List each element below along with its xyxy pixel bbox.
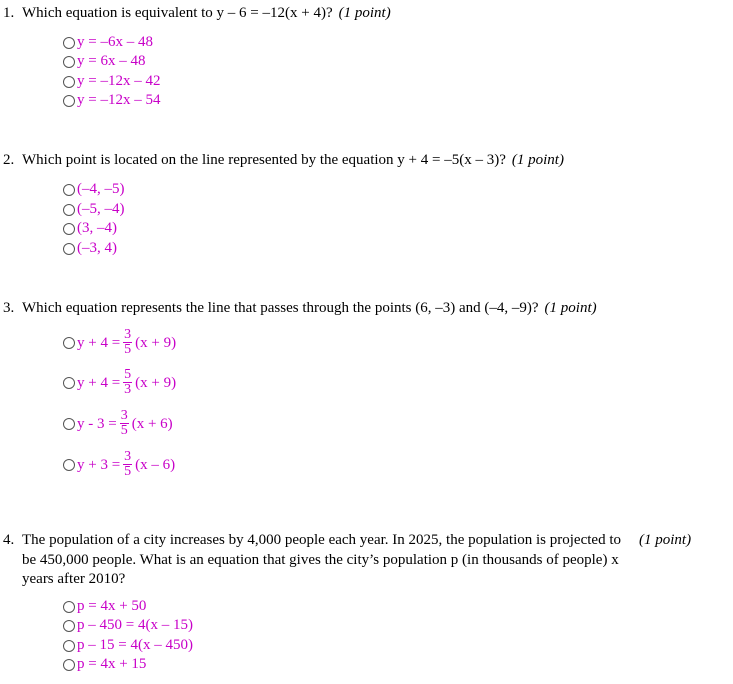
radio-button[interactable] xyxy=(63,337,75,349)
q1-option-c[interactable]: y = –12x – 42 xyxy=(63,72,160,91)
fraction: $\frac{5}{3}$ xyxy=(124,367,132,397)
question-number: 2. xyxy=(3,152,15,168)
points-label: (1 point) xyxy=(544,300,597,316)
radio-button[interactable] xyxy=(63,459,75,471)
radio-button[interactable] xyxy=(63,620,75,632)
radio-button[interactable] xyxy=(63,243,75,255)
radio-button[interactable] xyxy=(63,204,75,216)
q1-option-a[interactable]: y = –6x – 48 xyxy=(63,33,153,52)
q4-option-b[interactable]: p – 450 = 4(x – 15) xyxy=(63,616,193,635)
question-text: Which equation represents the line that passes through the points (6, –3) and (–4, –9)? (1 point) xyxy=(22,300,597,316)
radio-button[interactable] xyxy=(63,659,75,671)
q3-option-a[interactable]: y + 4 = $\frac{3}{5}$ (x + 9) xyxy=(63,328,176,357)
points-label: (1 point) xyxy=(511,152,564,168)
q1-option-d[interactable]: y = –12x – 54 xyxy=(63,91,160,110)
q4-option-c[interactable]: p – 15 = 4(x – 450) xyxy=(63,636,193,655)
q4-option-d[interactable]: p = 4x + 15 xyxy=(63,655,146,674)
q3-option-b[interactable]: y + 4 = $\frac{5}{3}$ (x + 9) xyxy=(63,368,176,397)
q4-option-a[interactable]: p = 4x + 50 xyxy=(63,597,146,616)
radio-button[interactable] xyxy=(63,95,75,107)
question-text: Which point is located on the line represented by the equation y + 4 = –5(x – 3)? (1 point) xyxy=(22,152,564,168)
radio-button[interactable] xyxy=(63,56,75,68)
radio-button[interactable] xyxy=(63,37,75,49)
radio-button[interactable] xyxy=(63,76,75,88)
radio-button[interactable] xyxy=(63,418,75,430)
question-4-points: (1 point) xyxy=(639,532,692,548)
points-label: (1 point) xyxy=(338,5,391,21)
question-number: 3. xyxy=(3,300,15,316)
q3-option-d[interactable]: y + 3 = $\frac{3}{5}$ (x – 6) xyxy=(63,450,175,479)
q2-option-d[interactable]: (–3, 4) xyxy=(63,239,117,258)
radio-button[interactable] xyxy=(63,601,75,613)
fraction: $\frac{3}{5}$ xyxy=(124,327,132,357)
radio-button[interactable] xyxy=(63,377,75,389)
q3-option-c[interactable]: y - 3 = $\frac{3}{5}$ (x + 6) xyxy=(63,409,173,438)
fraction: $\frac{3}{5}$ xyxy=(124,449,132,479)
q2-option-b[interactable]: (–5, –4) xyxy=(63,200,125,219)
question-number: 1. xyxy=(3,5,15,21)
radio-button[interactable] xyxy=(63,184,75,196)
radio-button[interactable] xyxy=(63,223,75,235)
radio-button[interactable] xyxy=(63,640,75,652)
question-4-text: The population of a city increases by 4,000 people each year. In 2025, the population is projected to be 450,000 people. What is an equation that gives the city’s population p (in thousands of people) x years after 2010? xyxy=(22,532,621,587)
question-4-number: 4. xyxy=(3,532,15,548)
fraction: $\frac{3}{5}$ xyxy=(120,408,128,438)
q2-option-c[interactable]: (3, –4) xyxy=(63,219,117,238)
q1-option-b[interactable]: y = 6x – 48 xyxy=(63,52,145,71)
question-text: Which equation is equivalent to y – 6 = –12(x + 4)? (1 point) xyxy=(22,5,391,21)
q2-option-a[interactable]: (–4, –5) xyxy=(63,180,125,199)
